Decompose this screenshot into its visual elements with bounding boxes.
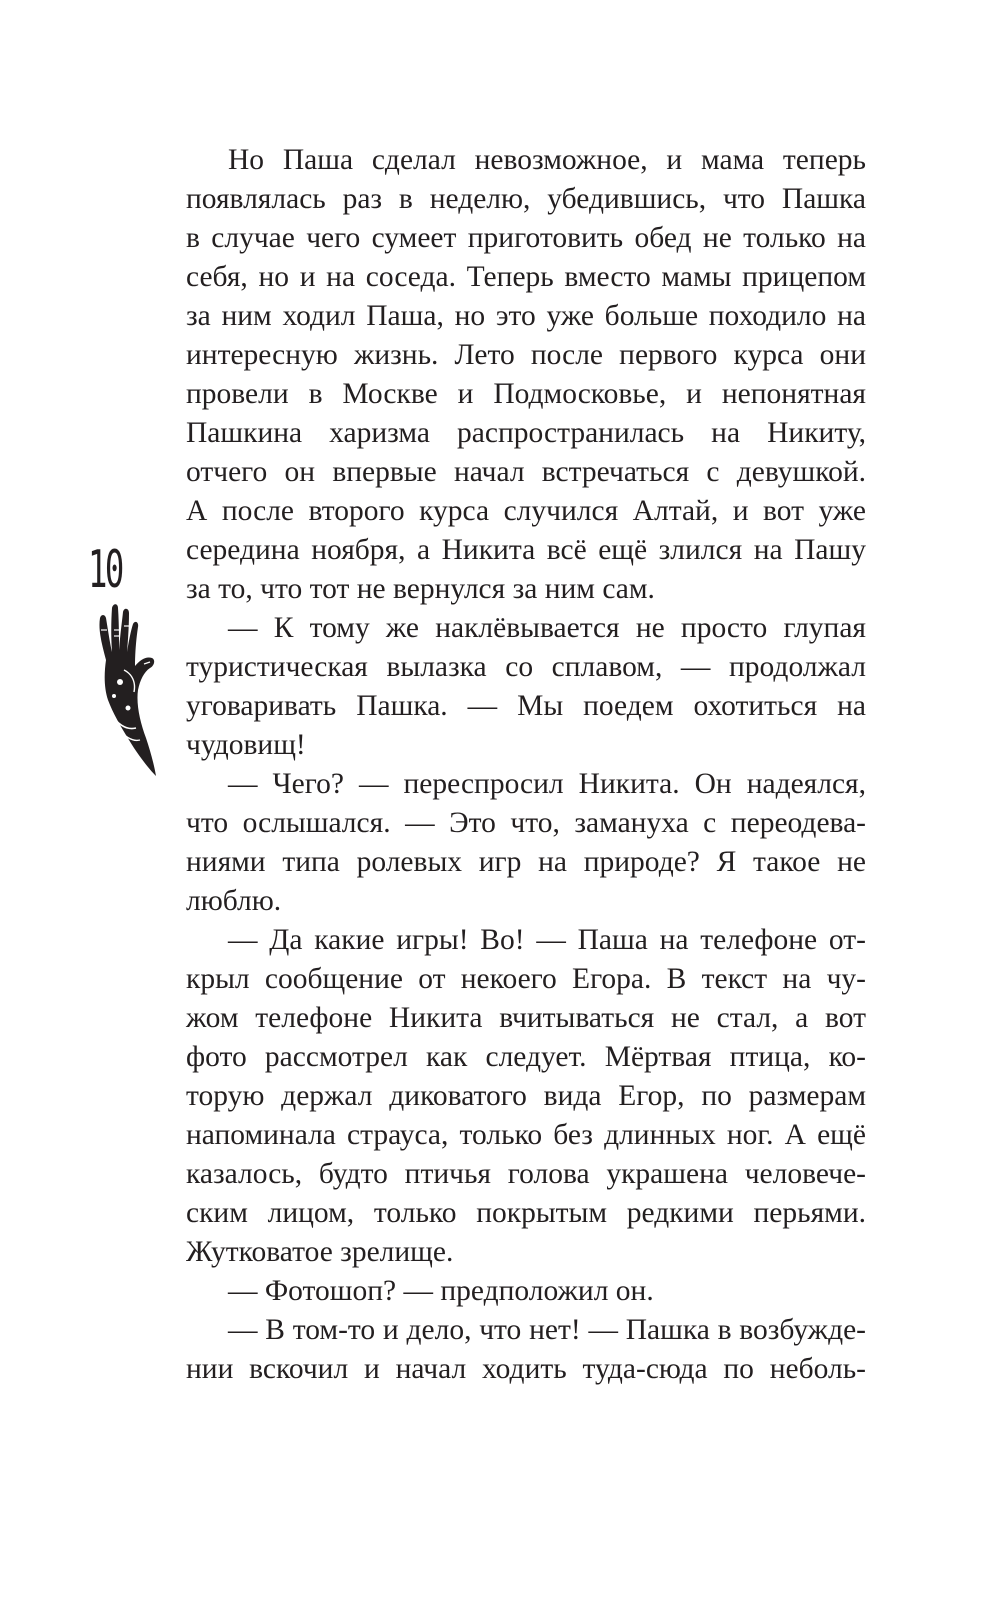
page-number <box>88 535 132 605</box>
text-line: в случае чего сумеет приготовить обед не только на <box>186 222 866 254</box>
text-line: фото рассмотрел как следует. Мёртвая птица, ко- <box>186 1041 866 1073</box>
text-line: ниями типа ролевых игр на природе? Я такое не <box>186 846 866 878</box>
body-text <box>186 141 866 1389</box>
text-line: Пашкина харизма распространилась на Никиту, <box>186 417 866 449</box>
text-line: — Да какие игры! Во! — Паша на телефоне от- <box>228 924 866 956</box>
page-number-text: 10 <box>88 540 122 600</box>
text-line: А после второго курса случился Алтай, и вот уже <box>186 495 866 527</box>
text-line: туристическая вылазка со сплавом, — продолжал <box>186 651 866 683</box>
text-line: за ним ходил Паша, но это уже больше походило на <box>186 300 866 332</box>
text-line: середина ноября, а Никита всё ещё злился на Пашу <box>186 534 866 566</box>
text-line: отчего он впервые начал встречаться с девушкой. <box>186 456 866 488</box>
text-line: — Фотошоп? — предположил он. <box>228 1275 654 1307</box>
text-line: крыл сообщение от некоего Егора. В текст на чу- <box>186 963 866 995</box>
text-line: уговаривать Пашка. — Мы поедем охотиться на <box>186 690 866 722</box>
text-line: провели в Москве и Подмосковье, и непонятная <box>186 378 866 410</box>
text-line: — К тому же наклёвывается не просто глупая <box>228 612 866 644</box>
text-line: — В том-то и дело, что нет! — Пашка в возбужде- <box>228 1314 866 1346</box>
text-line: напоминала страуса, только без длинных ног. А ещё <box>186 1119 866 1151</box>
text-line: ским лицом, только покрытым редкими перьями. <box>186 1197 866 1229</box>
text-line: Жутковатое зрелище. <box>186 1236 454 1268</box>
text-line: за то, что тот не вернулся за ним сам. <box>186 573 655 605</box>
text-line: чудовищ! <box>186 729 306 761</box>
hand-icon <box>84 600 174 780</box>
text-line: что ослышался. — Это что, замануха с переодева- <box>186 807 866 839</box>
text-line: интересную жизнь. Лето после первого курса они <box>186 339 866 371</box>
text-line: появлялась раз в неделю, убедившись, что Пашка <box>186 183 866 215</box>
text-line: Но Паша сделал невозможное, и мама теперь <box>228 144 866 176</box>
text-line: торую держал диковатого вида Егор, по размерам <box>186 1080 866 1112</box>
text-line: люблю. <box>186 885 282 917</box>
text-line: — Чего? — переспросил Никита. Он надеялся, <box>228 768 866 800</box>
text-line: себя, но и на соседа. Теперь вместо мамы прицепом <box>186 261 866 293</box>
text-line: казалось, будто птичья голова украшена человече- <box>186 1158 866 1190</box>
text-line: нии вскочил и начал ходить туда-сюда по неболь- <box>186 1353 866 1385</box>
text-line: жом телефоне Никита вчитываться не стал, а вот <box>186 1002 866 1034</box>
